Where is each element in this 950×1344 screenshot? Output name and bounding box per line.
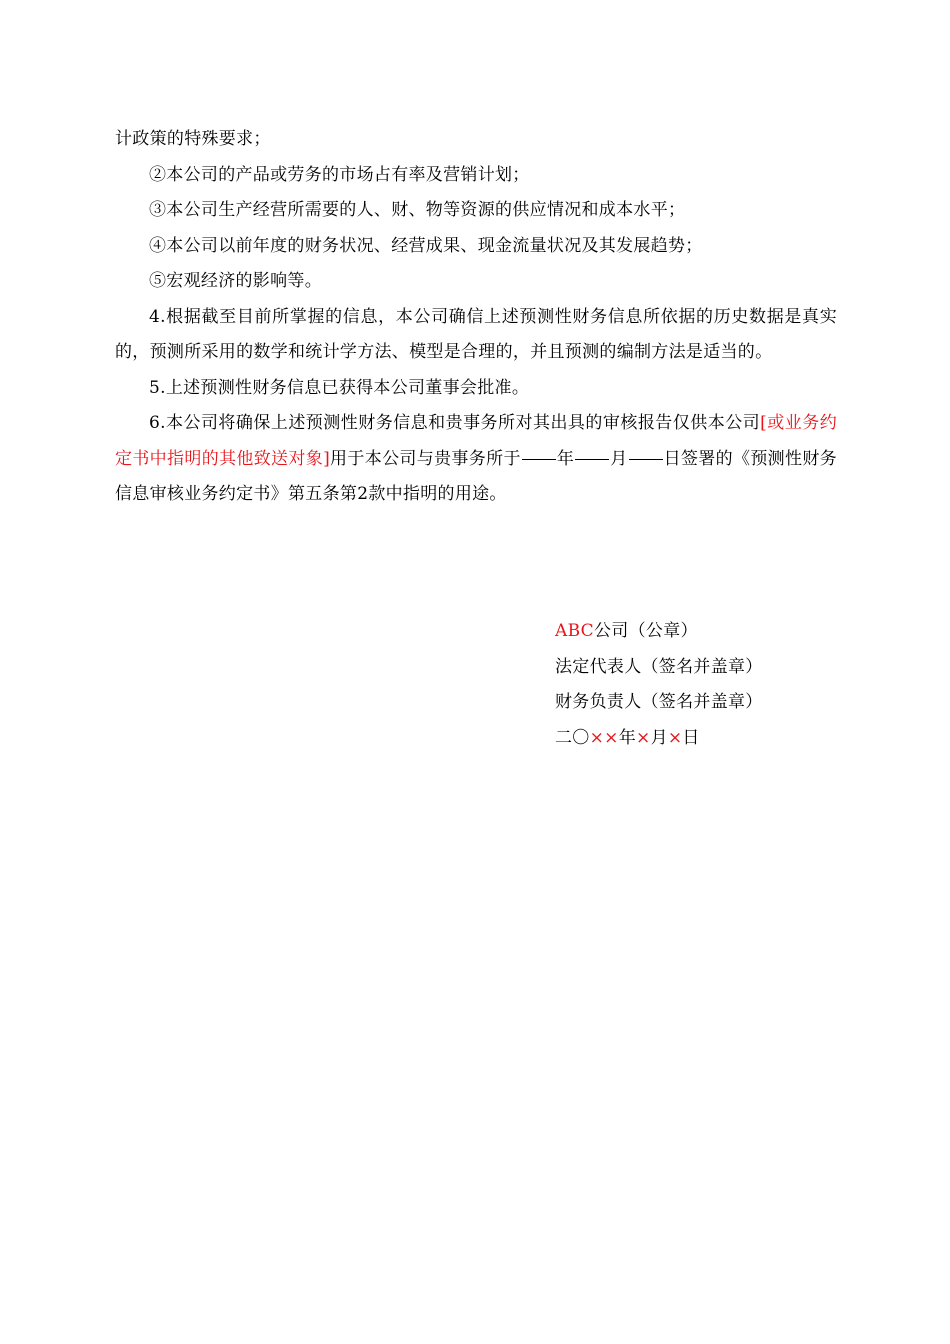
clause-4: 4.根据截至目前所掌握的信息，本公司确信上述预测性财务信息所依据的历史数据是真实的，预测所采用的数学和统计学方法、模型是合理的，并且预测的编制方法是适当的。	[115, 306, 837, 362]
date-day-label: 日	[682, 727, 700, 748]
date-line	[555, 721, 855, 757]
clause-6-text-b: 用于本公司与贵事务所于	[330, 448, 521, 469]
date-day-placeholder: ×	[667, 727, 683, 748]
clause-6-text-a: 6.本公司将确保上述预测性财务信息和贵事务所对其出具的审核报告仅供本公司	[149, 413, 761, 433]
day-blank	[629, 458, 663, 460]
list-item-2: ②本公司的产品或劳务的市场占有率及营销计划；	[149, 164, 530, 185]
date-month-label: 月	[650, 727, 668, 748]
list-item-5: ⑤宏观经济的影响等。	[149, 271, 322, 291]
company-seal-label: 公司（公章）	[594, 621, 698, 641]
month-label: 月	[610, 448, 628, 469]
paragraph-continuation: 计政策的特殊要求；	[115, 129, 271, 149]
signature-block	[555, 614, 855, 756]
finance-head-line: 财务负责人（签名并盖章）	[555, 692, 763, 712]
body-text	[115, 122, 837, 513]
date-prefix: 二〇	[555, 727, 590, 748]
list-item-4: ④本公司以前年度的财务状况、经营成果、现金流量状况及其发展趋势；	[149, 235, 703, 256]
clause-6-text-c: 日签署的《预测性财务信息审核业务约定书》第五条第2款中指明的用途。	[115, 448, 837, 504]
clause-5: 5.上述预测性财务信息已获得本公司董事会批准。	[149, 377, 530, 398]
company-name-placeholder: ABC	[555, 621, 594, 641]
list-item-3: ③本公司生产经营所需要的人、财、物等资源的供应情况和成本水平；	[149, 200, 686, 220]
date-month-placeholder: ×	[636, 727, 651, 748]
date-year-label: 年	[618, 727, 637, 748]
clause-6-red-placeholder: [或业务约定书中指明的其他致送对象]	[115, 413, 837, 469]
year-label: 年	[556, 448, 575, 469]
company-seal-line	[555, 614, 855, 650]
date-year-placeholder: ××	[589, 727, 619, 748]
clause-6	[115, 406, 837, 513]
month-blank	[575, 458, 609, 460]
year-blank	[522, 458, 556, 460]
legal-representative-line: 法定代表人（签名并盖章）	[555, 656, 763, 677]
